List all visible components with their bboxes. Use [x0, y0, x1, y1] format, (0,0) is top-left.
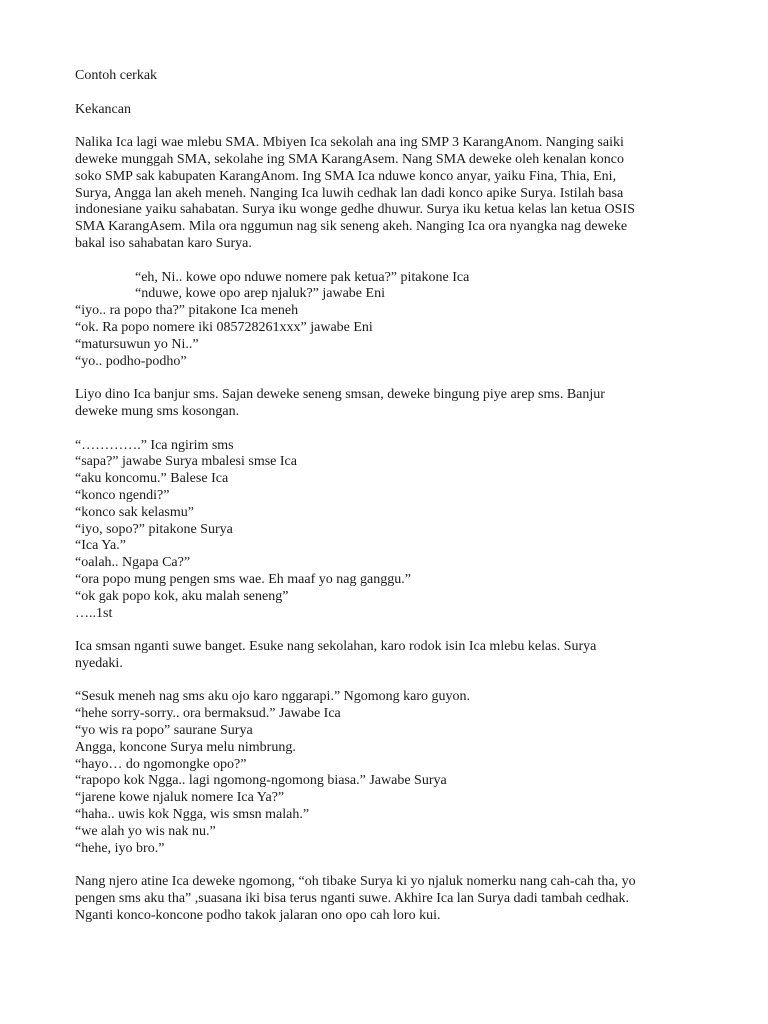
- dialog-line: “rapopo kok Ngga.. lagi ngomong-ngomong biasa.” Jawabe Surya: [75, 773, 447, 789]
- dialog-line: “………….” Ica ngirim sms: [75, 437, 234, 453]
- dialog-line: “iyo, sopo?” pitakone Surya: [75, 521, 233, 537]
- dialog-line: “jarene kowe njaluk nomere Ica Ya?”: [75, 790, 285, 806]
- dialog-3: [75, 689, 705, 857]
- dialog-2: [75, 438, 705, 623]
- paragraph-4: [75, 874, 705, 924]
- dialog-line: “ora popo mung pengen sms wae. Eh maaf yo nag ganggu.”: [75, 571, 411, 587]
- dialog-line: …..1st: [75, 605, 113, 621]
- story-title: Kekancan: [75, 101, 131, 117]
- dialog-line: “Sesuk meneh nag sms aku ojo karo nggarapi.” Ngomong karo guyon.: [75, 689, 471, 705]
- dialog-line: “konco sak kelasmu”: [75, 504, 194, 520]
- paragraph-3: [75, 639, 705, 673]
- dialog-line: “matursuwun yo Ni..”: [75, 336, 199, 352]
- paragraph-line: Nang njero atine Ica deweke ngomong, “oh tibake Surya ki yo njaluk nomerku nang cah-cah tha, yo: [75, 874, 636, 890]
- dialog-line: “yo.. podho-podho”: [75, 353, 187, 369]
- dialog-line: “Ica Ya.”: [75, 538, 126, 554]
- paragraph-line: Nganti konco-koncone podho takok jalaran ono opo cah loro kui.: [75, 907, 441, 923]
- dialog-line: “aku koncomu.” Balese Ica: [75, 471, 229, 487]
- paragraph-line: Liyo dino Ica banjur sms. Sajan deweke seneng smsan, deweke bingung piye arep sms. Banjur: [75, 387, 605, 403]
- dialog-line: “nduwe, kowe opo arep njaluk?” jawabe Eni: [135, 286, 385, 302]
- document-page: [75, 68, 705, 925]
- dialog-line: “konco ngendi?”: [75, 487, 170, 503]
- dialog-line: “oalah.. Ngapa Ca?”: [75, 555, 191, 571]
- dialog-line: “ok. Ra popo nomere iki 085728261xxx” jawabe Eni: [75, 319, 373, 335]
- paragraph-line: deweke munggah SMA, sekolahe ing SMA KarangAsem. Nang SMA deweke oleh kenalan konco: [75, 151, 625, 167]
- paragraph-line: SMA KarangAsem. Mila ora nggumun nag sik seneng akeh. Nanging Ica ora nyangka nag deweke: [75, 219, 628, 235]
- paragraph-2: [75, 387, 705, 421]
- dialog-line: “hayo… do ngomongke opo?”: [75, 756, 247, 772]
- dialog-line: “sapa?” jawabe Surya mbalesi smse Ica: [75, 454, 297, 470]
- paragraph-line: pengen sms aku tha” ,suasana iki bisa terus nganti suwe. Akhire Ica lan Surya dadi tambah cedhak.: [75, 891, 630, 907]
- paragraph-line: nyedaki.: [75, 655, 123, 671]
- dialog-line: “hehe sorry-sorry.. ora bermaksud.” Jawabe Ica: [75, 706, 341, 722]
- dialog-line: “haha.. uwis kok Ngga, wis smsn malah.”: [75, 807, 310, 823]
- dialog-line: “we alah yo wis nak nu.”: [75, 823, 216, 839]
- dialog-line: “hehe, iyo bro.”: [75, 840, 165, 856]
- paragraph-line: deweke mung sms kosongan.: [75, 403, 240, 419]
- paragraph-line: indonesiane yaiku sahabatan. Surya iku wonge gedhe dhuwur. Surya iku ketua kelas lan ketua OSIS: [75, 202, 635, 218]
- dialog-line: “yo wis ra popo” saurane Surya: [75, 723, 253, 739]
- dialog-1: [75, 270, 705, 371]
- paragraph-line: Nalika Ica lagi wae mlebu SMA. Mbiyen Ica sekolah ana ing SMP 3 KarangAnom. Nanging saiki: [75, 135, 624, 151]
- dialog-line: Angga, koncone Surya melu nimbrung.: [75, 739, 296, 755]
- paragraph-1: [75, 135, 705, 253]
- document-label: Contoh cerkak: [75, 68, 158, 83]
- dialog-line: “eh, Ni.. kowe opo nduwe nomere pak ketua?” pitakone Ica: [135, 269, 470, 285]
- paragraph-line: Surya, Angga lan akeh meneh. Nanging Ica luwih cedhak lan dadi konco apike Surya. Istilah basa: [75, 185, 624, 201]
- paragraph-line: soko SMP sak kabupaten KarangAnom. Ing SMA Ica nduwe konco anyar, yaiku Fina, Thia, Eni,: [75, 168, 617, 184]
- dialog-line: “ok gak popo kok, aku malah seneng”: [75, 588, 289, 604]
- paragraph-line: Ica smsan nganti suwe banget. Esuke nang sekolahan, karo rodok isin Ica mlebu kelas. Surya: [75, 639, 597, 655]
- paragraph-line: bakal iso sahabatan karo Surya.: [75, 235, 252, 251]
- dialog-line: “iyo.. ra popo tha?” pitakone Ica meneh: [75, 303, 299, 319]
